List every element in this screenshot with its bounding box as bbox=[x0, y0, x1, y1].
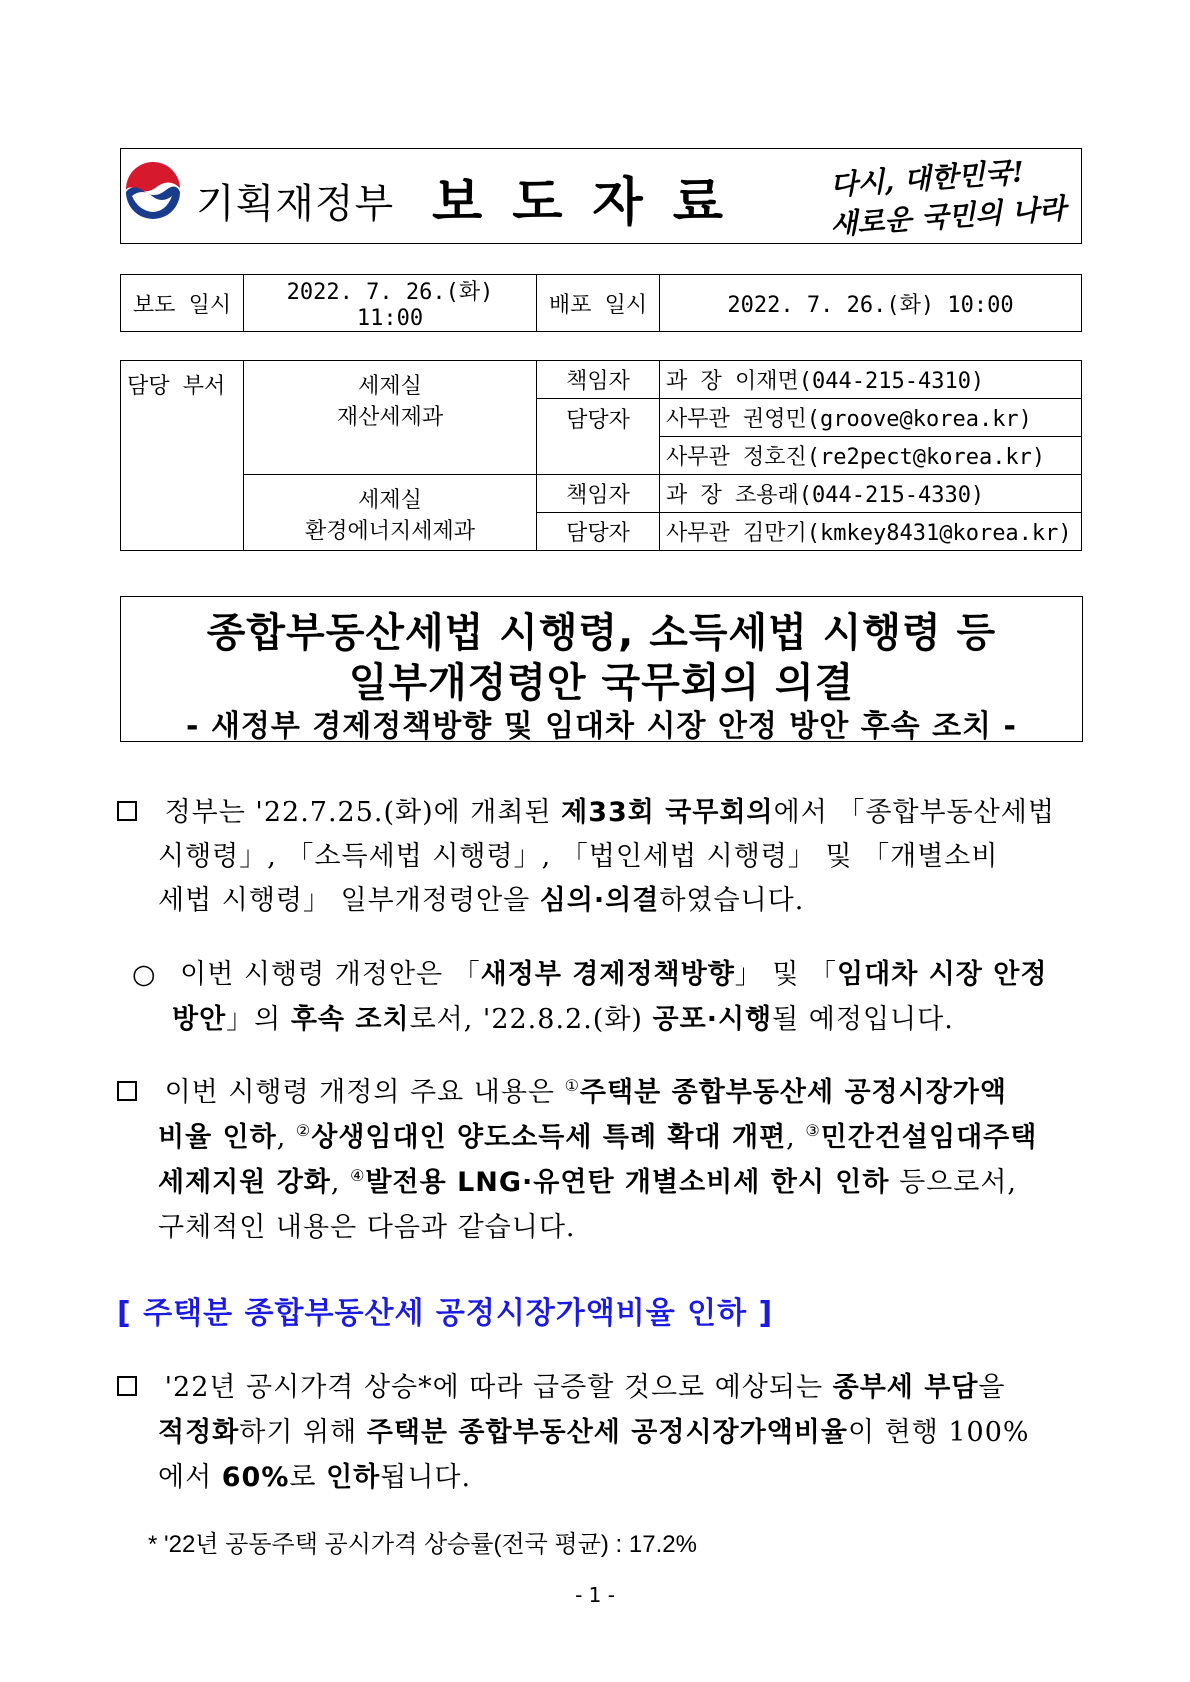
paragraph-1 bbox=[117, 790, 1055, 829]
contact-role: 책임자 bbox=[537, 361, 660, 399]
emphasis: 후속 조치 bbox=[290, 1004, 410, 1035]
circled-number: ① bbox=[564, 1076, 580, 1095]
emphasis: 인하 bbox=[326, 1462, 381, 1493]
text: '22년 공시가격 상승* bbox=[164, 1372, 433, 1403]
emphasis: 주택분 종합부동산세 공정시장가액 bbox=[579, 1077, 1007, 1108]
emphasis: 새정부 경제정책방향 bbox=[480, 959, 735, 990]
department-label: 담당 부서 bbox=[121, 361, 244, 551]
checkbox-bullet-icon bbox=[117, 801, 137, 821]
text: 」의 bbox=[226, 1004, 291, 1035]
contact-person: 사무관 정호진(re2pect@korea.kr) bbox=[660, 437, 1082, 475]
circle-bullet-icon: ○ bbox=[132, 959, 157, 990]
text: 에서 「종합부동산세법 bbox=[773, 797, 1055, 828]
distribution-date-label: 배포 일시 bbox=[537, 275, 660, 332]
text: 될 예정입니다. bbox=[772, 1004, 954, 1035]
text: 됩니다. bbox=[380, 1462, 472, 1493]
emphasis: 60% bbox=[221, 1462, 290, 1493]
checkbox-bullet-icon bbox=[117, 1081, 137, 1101]
press-date-value: 2022. 7. 26.(화) 11:00 bbox=[244, 275, 537, 332]
text: 로 bbox=[289, 1462, 327, 1493]
text: 하기 위해 bbox=[239, 1417, 367, 1448]
paragraph-2-line-2 bbox=[158, 1115, 1037, 1154]
paragraph-3-line-3 bbox=[158, 1455, 471, 1494]
text: 을 bbox=[978, 1372, 1006, 1403]
emphasis: 상생임대인 양도소득세 특례 확대 개편 bbox=[311, 1122, 787, 1153]
circled-number: ④ bbox=[350, 1166, 366, 1185]
contact-role: 담당자 bbox=[537, 513, 660, 551]
department-name-line2: 환경에너지세제과 bbox=[304, 519, 476, 544]
press-release-title: 보도자료 bbox=[432, 173, 753, 233]
department-name-line1: 세제실 bbox=[358, 374, 422, 399]
emphasis: 발전용 LNG·유연탄 개별소비세 한시 인하 bbox=[365, 1167, 890, 1198]
paragraph-3 bbox=[117, 1365, 1006, 1404]
page-number: - 1 - bbox=[575, 1583, 615, 1607]
contact-person: 과 장 조용래(044-215-4330) bbox=[660, 475, 1082, 513]
text: , bbox=[330, 1167, 351, 1198]
text: 등으로서, bbox=[889, 1167, 1017, 1198]
text: , bbox=[786, 1122, 806, 1153]
circled-number: ③ bbox=[805, 1121, 821, 1140]
headline-box bbox=[120, 596, 1083, 742]
headline-line-1: 종합부동산세법 시행령, 소득세법 시행령 등 bbox=[206, 610, 997, 656]
emphasis: 민간건설임대주택 bbox=[820, 1122, 1038, 1153]
headline-line-2: 일부개정령안 국무회의 의결 bbox=[348, 660, 855, 706]
emphasis: 주택분 종합부동산세 공정시장가액비율 bbox=[366, 1417, 848, 1448]
sub-bullet-1 bbox=[132, 952, 1047, 991]
paragraph-1-line-3 bbox=[158, 878, 804, 917]
paragraph-3-line-2 bbox=[158, 1410, 1030, 1449]
emphasis: 세제지원 강화 bbox=[158, 1167, 331, 1198]
contacts-table bbox=[120, 360, 1082, 551]
department-cell bbox=[244, 361, 537, 475]
text: 에 따라 급증할 것으로 예상되는 bbox=[432, 1372, 833, 1403]
contact-person: 과 장 이재면(044-215-4310) bbox=[660, 361, 1082, 399]
emphasis: 적정화 bbox=[158, 1417, 240, 1448]
contact-role: 책임자 bbox=[537, 475, 660, 513]
paragraph-1-line-2: 시행령」, 「소득세법 시행령」, 「법인세법 시행령」 및 「개별소비 bbox=[158, 841, 999, 872]
emphasis: 공포·시행 bbox=[652, 1004, 773, 1035]
emphasis: 제33회 국무회의 bbox=[561, 797, 774, 828]
department-name-line1: 세제실 bbox=[358, 488, 422, 513]
emphasis: 종부세 부담 bbox=[832, 1372, 979, 1403]
text: 에서 bbox=[158, 1462, 222, 1493]
sub-bullet-1-line-2 bbox=[172, 997, 954, 1036]
text: 로서, '22.8.2.(화) bbox=[409, 1004, 653, 1035]
text: 정부는 '22.7.25.(화)에 개최된 bbox=[164, 797, 562, 828]
footnote: * '22년 공동주택 공시가격 상승률(전국 평균) : 17.2% bbox=[148, 1531, 697, 1558]
text: 하였습니다. bbox=[659, 885, 805, 916]
release-dates-table bbox=[120, 274, 1082, 332]
paragraph-2-line-3 bbox=[158, 1160, 1017, 1199]
paragraph-2 bbox=[117, 1070, 1007, 1109]
press-date-label: 보도 일시 bbox=[121, 275, 244, 332]
contact-role: 담당자 bbox=[537, 399, 660, 475]
distribution-date-value: 2022. 7. 26.(화) 10:00 bbox=[660, 275, 1082, 332]
ministry-name: 기획재정부 bbox=[196, 181, 395, 227]
circled-number: ② bbox=[295, 1121, 312, 1140]
text: 이번 시행령 개정의 주요 내용은 bbox=[164, 1077, 565, 1108]
department-cell bbox=[244, 475, 537, 551]
text: 이 현행 100% bbox=[847, 1417, 1030, 1448]
slogan-line-1: 다시, 대한민국! bbox=[829, 155, 1026, 202]
emphasis: 비율 인하 bbox=[158, 1122, 277, 1153]
text: 이번 시행령 개정안은 「 bbox=[180, 959, 481, 990]
headline-subtitle: - 새정부 경제정책방향 및 임대차 시장 안정 방안 후속 조치 - bbox=[186, 709, 1017, 744]
emphasis: 임대차 시장 안정 bbox=[837, 959, 1048, 990]
department-name-line2: 재산세제과 bbox=[336, 405, 444, 430]
section-heading: [ 주택분 종합부동산세 공정시장가액비율 인하 ] bbox=[117, 1296, 774, 1331]
emphasis: 심의·의결 bbox=[539, 885, 660, 916]
checkbox-bullet-icon bbox=[117, 1376, 137, 1396]
text: , bbox=[276, 1122, 296, 1153]
government-logo-icon bbox=[122, 162, 184, 224]
contact-person: 사무관 권영민(groove@korea.kr) bbox=[660, 399, 1082, 437]
paragraph-2-line-4: 구체적인 내용은 다음과 같습니다. bbox=[158, 1212, 576, 1243]
contact-person: 사무관 김만기(kmkey8431@korea.kr) bbox=[660, 513, 1082, 551]
emphasis: 방안 bbox=[172, 1004, 227, 1035]
text: 」 및 「 bbox=[734, 959, 838, 990]
text: 세법 시행령」 일부개정령안을 bbox=[158, 885, 540, 916]
slogan-line-2: 새로운 국민의 나라 bbox=[829, 191, 1067, 242]
